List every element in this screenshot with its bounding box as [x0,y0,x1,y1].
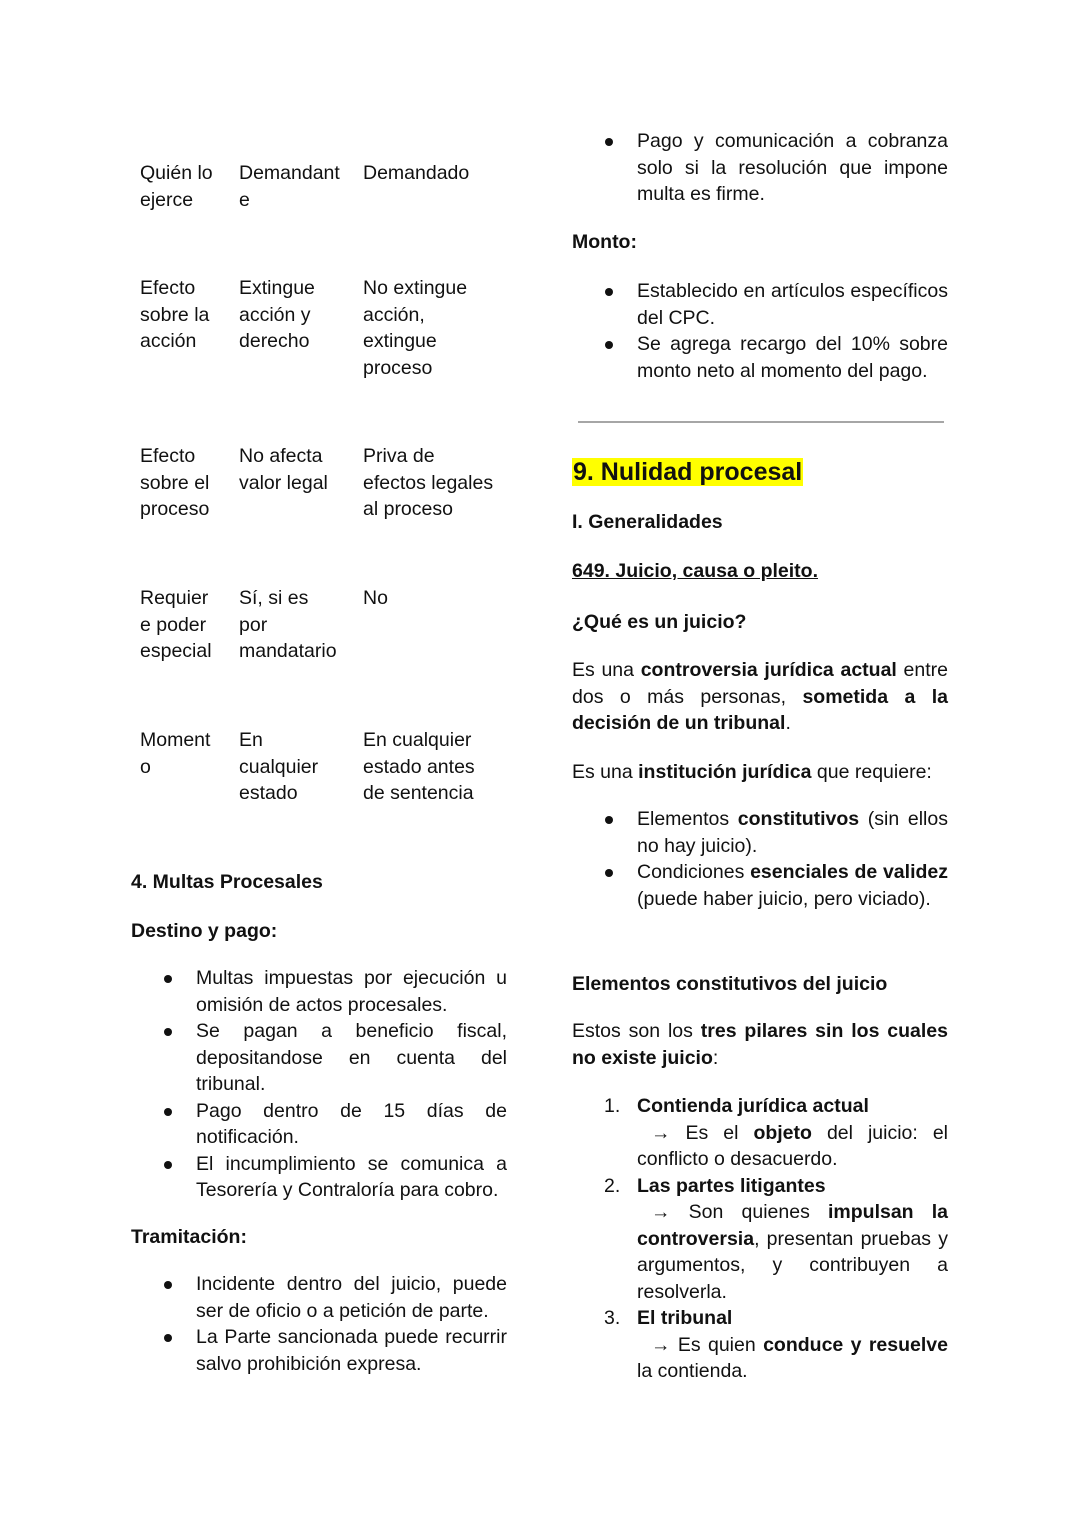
list-item: Multas impuestas por ejecución u omisión de actos procesales. [131,965,507,1018]
monto-heading: Monto: [572,231,637,253]
bullet-icon [605,288,613,296]
question-heading: ¿Qué es un juicio? [572,611,747,633]
list-item: Pago dentro de 15 días de notificación. [131,1098,507,1151]
table-cell-desistimiento: No afecta valor legal [239,445,328,494]
table-row [140,275,506,381]
elements-heading: Elementos constitutivos del juicio [572,973,888,995]
definition-paragraph: Es una controversia jurídica actual entre dos o más personas, sometida a la decisión de un tribunal. [572,659,948,734]
institution-paragraph: Es una institución jurídica que requiere: [572,761,932,783]
table-cell-abandono: En cualquier estado antes de sentencia [363,729,475,804]
list-item: Establecido en artículos específicos del CPC. [572,278,948,331]
article-heading: 649. Juicio, causa o pleito. [572,560,819,582]
tramitacion-heading: Tramitación: [131,1226,247,1248]
nulidad-section [572,456,949,1382]
item-number: 1. [604,1095,621,1117]
table-cell-label: Efecto sobre la acción [140,277,210,352]
table-row [140,160,506,213]
table-row [140,585,506,665]
generalidades-heading: I. Generalidades [572,511,723,533]
list-item: Se pagan a beneficio fiscal, depositandose en cuenta del tribunal. [131,1018,507,1098]
bullet-icon [164,1108,172,1116]
bullet-icon [605,869,613,877]
table-cell-label: Requier e poder especial [140,587,212,662]
item-number: 3. [604,1307,621,1329]
tramitacion-list [131,1271,507,1377]
table-cell-desistimiento: Sí, si es por mandatario [239,587,337,662]
monto-list [572,278,948,384]
table-cell-desistimiento: Demandant e [239,162,340,211]
element-item: 2. Las partes litigantes → Son quienes impulsan la controversia, presentan pruebas y argumentos, y contribuyen a resolverla. [604,1174,949,1303]
bullet-icon [605,138,613,146]
table-cell-desistimiento: Extingue acción y derecho [239,277,315,352]
table-row [140,727,506,807]
element-item: 1. Contienda jurídica actual → Es el objeto del juicio: el conflicto o desacuerdo. [604,1095,948,1170]
table-cell-label: Moment o [140,729,211,778]
table-cell-abandono: Demandado [363,162,470,184]
elements-list [572,1093,948,1385]
item-number: 2. [604,1174,621,1197]
list-item: Condiciones esenciales de validez (puede haber juicio, pero viciado). [572,859,948,912]
bullet-icon [164,1334,172,1342]
table-cell-abandono: No extingue acción, extingue proceso [363,277,468,379]
bullet-icon [164,1028,172,1036]
table-cell-abandono: Priva de efectos legales al proceso [363,445,494,520]
table-cell-desistimiento: En cualquier estado [239,729,319,804]
list-item: La Parte sancionada puede recurrir salvo prohibición expresa. [131,1324,507,1377]
destino-list [131,965,507,1204]
list-item: Pago y comunicación a cobranza solo si la resolución que impone multa es firme. [572,128,948,208]
bullet-icon [605,341,613,349]
table-row [140,443,506,523]
horizontal-divider [578,421,944,423]
table-cell-label: Quién lo ejerce [140,162,213,211]
section-title-nulidad: 9. Nulidad procesal [573,458,803,486]
bullet-icon [164,1161,172,1169]
table-cell-label: Efecto sobre el proceso [140,445,210,520]
bullet-icon [605,816,613,824]
bullet-icon [164,1281,172,1289]
list-item: Incidente dentro del juicio, puede ser de oficio o a petición de parte. [131,1271,507,1324]
requirements-list [572,806,948,912]
destino-heading: Destino y pago: [131,920,278,942]
list-item: El incumplimiento se comunica a Tesorería y Contraloría para cobro. [131,1151,507,1204]
section-title-multas: 4. Multas Procesales [131,871,323,893]
list-item: Elementos constitutivos (sin ellos no hay juicio). [572,806,948,859]
list-item: Se agrega recargo del 10% sobre monto neto al momento del pago. [572,331,948,384]
pago-list [572,128,948,208]
table-cell-abandono: No [363,587,388,609]
element-item: 3. El tribunal → Es quien conduce y resuelve la contienda. [604,1307,948,1382]
pillars-paragraph: Estos son los tres pilares sin los cuales no existe juicio: [572,1020,949,1069]
bullet-icon [164,975,172,983]
